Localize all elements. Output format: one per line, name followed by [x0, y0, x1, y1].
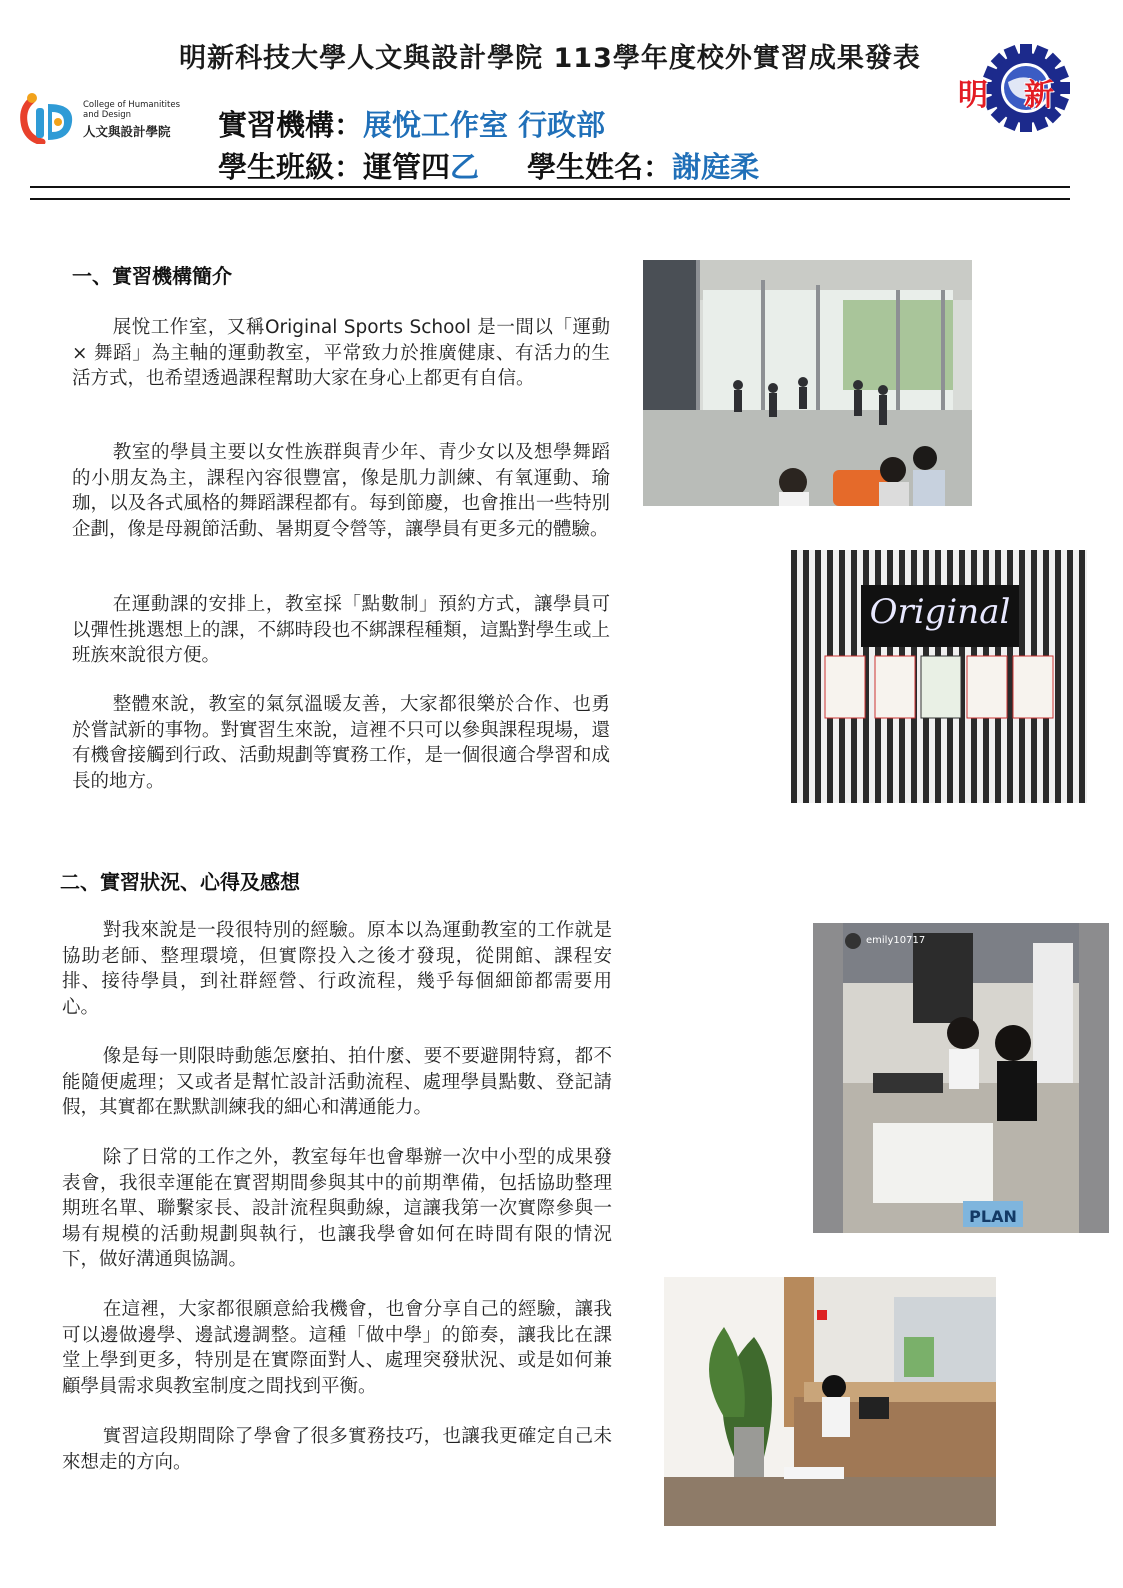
- internship-org-line: [218, 103, 605, 144]
- org-label: 實習機構：: [218, 108, 364, 142]
- class-value: 運管四: [363, 150, 451, 184]
- section-2-paragraph: 對我來說是一段很特別的經驗。原本以為運動教室的工作就是協助老師、整理環境，但實際投入之後才發現，從開館、課程安排、接待學員，到社群經營、行政流程，幾乎每個細節都需要用心。: [62, 920, 612, 1018]
- section-1-paragraph: 展悅工作室，又稱Original Sports School 是一間以「運動 × 舞蹈」為主軸的運動教室，平常致力於推廣健康、有活力的生活方式，也希望透過課程幫助大家在身心上都更有自信。: [72, 317, 610, 389]
- school-logo-text: 明新: [958, 78, 1090, 113]
- section-2-paragraph: 在這裡，大家都很願意給我機會，也會分享自己的經驗，讓我可以邊做邊學、邊試邊調整。這種「做中學」的節奏，讓我比在課堂上學到更多，特別是在實際面對人、處理突發狀況、或是如何兼顧學員需求與教室制度之間找到平衡。: [62, 1299, 612, 1397]
- college-name-en: College of Humanitites and Design: [83, 100, 181, 120]
- section-2-title: 二、實習狀況、心得及感想: [60, 870, 300, 894]
- org-value: 展悅工作室 行政部: [363, 108, 606, 142]
- college-logo: [18, 88, 193, 148]
- class-suffix: 乙: [450, 150, 480, 184]
- section-2-paragraph: 像是每一則限時動態怎麼拍、拍什麼、要不要避開特寫，都不能隨便處理；又或者是幫忙設計活動流程、處理學員點數、登記請假，其實都在默默訓練我的細心和溝通能力。: [62, 1046, 612, 1118]
- photo-instagram-story: [813, 923, 1109, 1233]
- section-2-paragraph: 除了日常的工作之外，教室每年也會舉辦一次中小型的成果發表會，我很幸運能在實習期間參與其中的前期準備，包括協助整理期班名單、聯繫家長、設計流程與動線，這讓我第一次實際參與一場有規模的活動規劃與執行，也讓我學會如何在時間有限的情況下，做好溝通與協調。: [62, 1147, 612, 1270]
- sign-text: Original: [869, 592, 1011, 632]
- name-label: 學生姓名：: [527, 150, 673, 184]
- name-value: 謝庭柔: [672, 150, 760, 184]
- section-1-paragraph: 在運動課的安排上，教室採「點數制」預約方式，讓學員可以彈性挑選想上的課，不綁時段也不綁課程種類，這點對學生或上班族來說很方便。: [72, 594, 610, 666]
- photo-front-desk: [664, 1277, 996, 1526]
- header-divider-bottom: [30, 198, 1070, 200]
- story-username: emily10717: [866, 935, 926, 946]
- photo-studio-hall: [643, 260, 972, 506]
- section-1-paragraph: 整體來說，教室的氣氛溫暖友善，大家都很樂於合作、也勇於嘗試新的事物。對實習生來說，這裡不只可以參與課程現場，還有機會接觸到行政、活動規劃等實務工作，是一個很適合學習和成長的地方。: [72, 694, 610, 792]
- college-logo-mark-icon: [18, 90, 76, 144]
- story-plan-sticker: PLAN: [969, 1207, 1017, 1226]
- section-2-paragraph: 實習這段期間除了學會了很多實務技巧，也讓我更確定自己未來想走的方向。: [62, 1426, 612, 1473]
- section-1-title: 一、實習機構簡介: [72, 264, 232, 288]
- section-1-paragraph: 教室的學員主要以女性族群與青少年、青少女以及想學舞蹈的小朋友為主，課程內容很豐富，像是肌力訓練、有氧運動、瑜珈，以及各式風格的舞蹈課程都有。每到節慶，也會推出一些特別企劃，像是母親節活動、暑期夏令營等，讓學員有更多元的體驗。: [72, 442, 610, 540]
- class-label: 學生班級：: [218, 150, 364, 184]
- page-title: 明新科技大學人文與設計學院 113學年度校外實習成果發表: [179, 43, 921, 74]
- school-logo: [958, 42, 1088, 132]
- student-info-line: [218, 145, 759, 186]
- header-divider-top: [30, 186, 1070, 188]
- college-name-zh: 人文與設計學院: [83, 124, 171, 139]
- photo-original-sign: [791, 550, 1087, 803]
